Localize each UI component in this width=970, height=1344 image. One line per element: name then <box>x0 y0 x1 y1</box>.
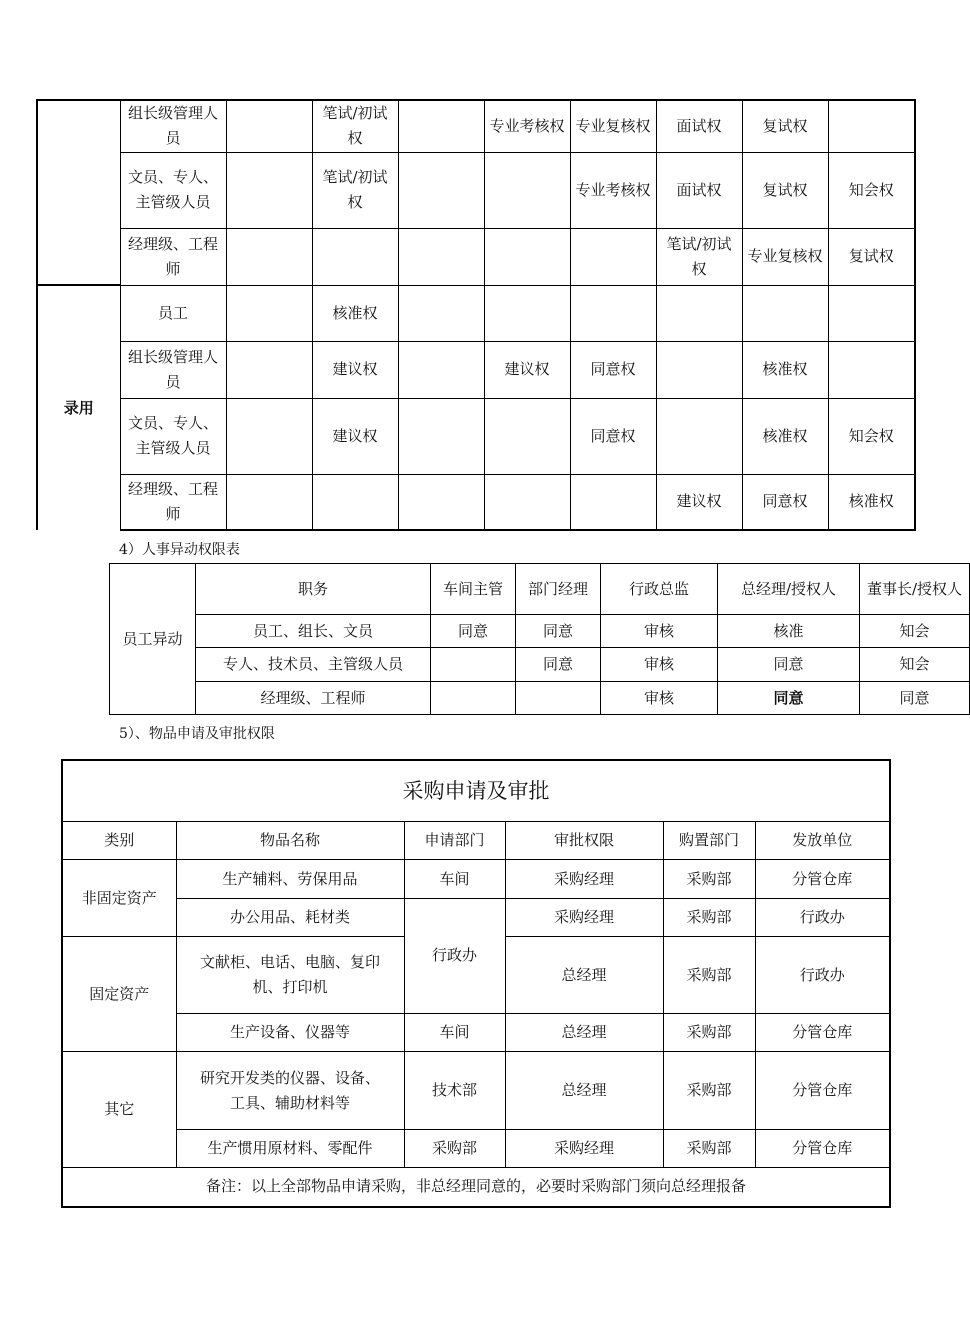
table-row: 组长级管理人员 建议权 建议权 同意权 核准权 <box>37 341 915 398</box>
role-cell: 经理级、工程师 <box>120 474 226 530</box>
column-header: 职务 <box>196 564 431 615</box>
column-header: 发放单位 <box>755 822 890 860</box>
column-header: 购置部门 <box>663 822 755 860</box>
role-cell: 组长级管理人员 <box>120 341 226 398</box>
column-header: 车间主管 <box>431 564 516 615</box>
table-row: 非固定资产 生产辅料、劳保用品 车间 采购经理 采购部 分管仓库 <box>62 860 890 899</box>
table-row: 录用 员工 核准权 <box>37 285 915 341</box>
group-cell <box>37 100 120 285</box>
role-cell: 文员、专人、主管级人员 <box>120 152 226 228</box>
table-header-row <box>110 564 970 615</box>
role-cell: 组长级管理人员 <box>120 100 226 152</box>
dept-cell-admin: 行政办 <box>404 899 505 1014</box>
section-caption-purchase: 5）、物品申请及审批权限 <box>119 726 275 742</box>
purchase-approval-table <box>61 759 891 1208</box>
category-cell: 非固定资产 <box>62 860 176 937</box>
category-cell: 其它 <box>62 1052 176 1168</box>
table-title-row <box>62 760 890 822</box>
section-caption-transfer: 4）人事异动权限表 <box>119 542 240 558</box>
table-title: 采购申请及审批 <box>62 760 890 822</box>
table-row: 其它 研究开发类的仪器、设备、工具、辅助材料等 技术部 总经理 采购部 分管仓库 <box>62 1052 890 1130</box>
table-note: 备注：以上全部物品申请采购，非总经理同意的，必要时采购部门须向总经理报备 <box>62 1168 890 1207</box>
table-row: 文员、专人、主管级人员 建议权 同意权 核准权 知会权 <box>37 398 915 474</box>
table-row: 专人、技术员、主管级人员 同意 审核 同意 知会 <box>110 648 970 682</box>
role-cell: 经理级、工程师 <box>120 228 226 285</box>
table-row: 经理级、工程师 审核 同意 同意 <box>110 682 970 715</box>
role-cell: 员工 <box>120 285 226 341</box>
group-label-transfer: 员工异动 <box>110 564 196 715</box>
table-row: 经理级、工程师 笔试/初试权 专业复核权 复试权 <box>37 228 915 285</box>
column-header: 申请部门 <box>404 822 505 860</box>
table-row: 员工、组长、文员 同意 同意 审核 核准 知会 <box>110 615 970 648</box>
column-header: 部门经理 <box>516 564 601 615</box>
column-header: 董事长/授权人 <box>860 564 970 615</box>
table-row: 组长级管理人员 笔试/初试权 专业考核权 专业复核权 面试权 复试权 <box>37 100 915 152</box>
column-header: 物品名称 <box>176 822 404 860</box>
hiring-permission-table <box>36 99 916 531</box>
column-header: 总经理/授权人 <box>718 564 860 615</box>
table-row: 生产设备、仪器等 车间 总经理 采购部 分管仓库 <box>62 1014 890 1052</box>
column-header: 行政总监 <box>601 564 718 615</box>
role-cell: 专人、技术员、主管级人员 <box>196 648 431 682</box>
table-row: 固定资产 文献柜、电话、电脑、复印机、打印机 总经理 采购部 行政办 <box>62 937 890 1014</box>
column-header: 类别 <box>62 822 176 860</box>
role-cell: 员工、组长、文员 <box>196 615 431 648</box>
role-cell: 文员、专人、主管级人员 <box>120 398 226 474</box>
transfer-permission-table <box>109 563 970 715</box>
table-row: 生产惯用原材料、零配件 采购部 采购经理 采购部 分管仓库 <box>62 1130 890 1168</box>
category-cell: 固定资产 <box>62 937 176 1052</box>
table-row: 经理级、工程师 建议权 同意权 核准权 <box>37 474 915 530</box>
role-cell: 经理级、工程师 <box>196 682 431 715</box>
column-header: 审批权限 <box>505 822 663 860</box>
group-label-hire: 录用 <box>37 285 120 530</box>
table-row: 文员、专人、主管级人员 笔试/初试权 专业考核权 面试权 复试权 知会权 <box>37 152 915 228</box>
table-row: 办公用品、耗材类 行政办 采购经理 采购部 行政办 <box>62 899 890 937</box>
table-note-row <box>62 1168 890 1207</box>
table-header-row <box>62 822 890 860</box>
